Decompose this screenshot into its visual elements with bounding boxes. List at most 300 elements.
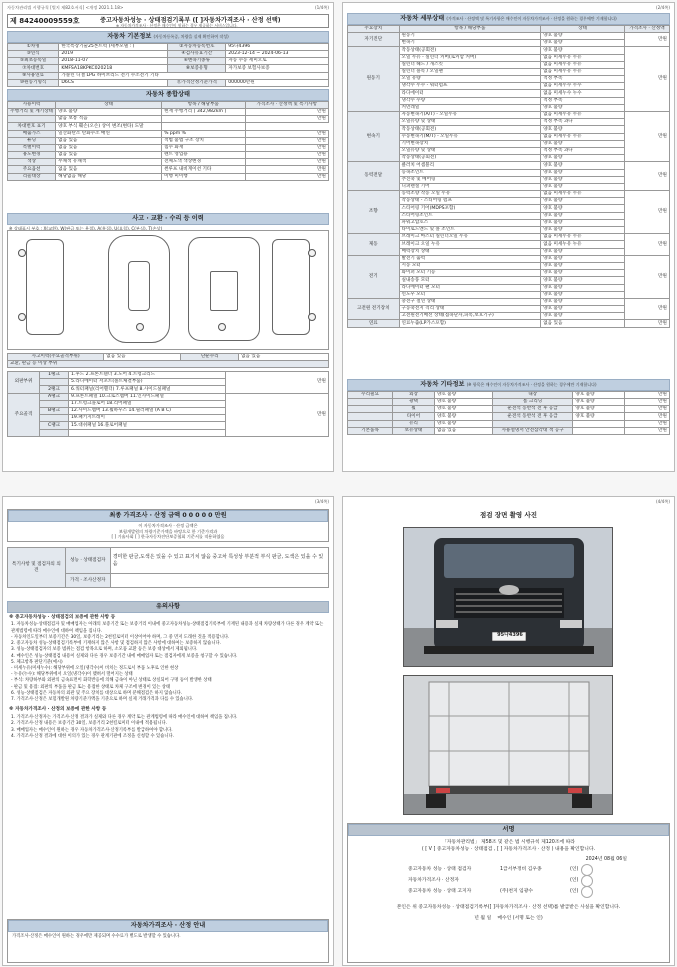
detail-status: 없음 미세누유 누유 <box>541 241 625 248</box>
detail-item: 구동축전지 격리 상태 <box>399 306 541 313</box>
accident-legend: ※ 상태표시 부호 : X(교환), W(판금 또는 용접), A(흠집), U(요철), C(부식), T(손상) <box>9 225 163 231</box>
receipt-date: 년 월 일 <box>474 915 492 921</box>
detail-section-name: 변속기 <box>348 112 400 162</box>
overall-row <box>8 166 329 173</box>
etc-price: 만원 <box>624 398 669 405</box>
etc-cell: 양호 불량 <box>573 398 625 405</box>
etc-cell: 운전석 동반석 전 후 응급 <box>492 406 573 413</box>
warranty-note: - 미세누유(미세누수): 해당부위에 오일(냉각수)이 비치는 정도로서 부품 노후로 인한 현상 <box>11 666 179 672</box>
detail-status: 양호 불량 <box>541 262 625 269</box>
main-items-b: 12.사이드멤버 13.휠하우스 14.필러패널 (A B C) <box>68 407 225 414</box>
etc-row <box>348 427 670 434</box>
marker-17 <box>136 323 144 331</box>
detail-price: 만원 <box>624 234 669 256</box>
overall-head-cell: 가격조사 · 산정액 및 특기사항 <box>245 101 328 108</box>
detail-row <box>348 162 670 169</box>
detail-item: 스티어링 기어(MDPS포함) <box>399 205 541 212</box>
signer-row <box>408 865 657 876</box>
detail-row <box>348 32 670 39</box>
price-note: 2. 가격조사·산정 내용은 보증기간 30일, 보증거리 2천킬로미터 이내에 적용됩니다. <box>11 721 167 727</box>
signer-role: 중고자동차 성능 · 상태 점검자 <box>408 867 472 873</box>
signer-seal: (인) <box>570 889 579 895</box>
rankC-label: C랭크 <box>40 422 69 429</box>
detail-row <box>348 191 670 198</box>
overall-cell: 주요옵션 <box>8 166 56 173</box>
detail-price: 만원 <box>624 191 669 234</box>
receipt-text: 본인은 위 중고자동차성능 · 상태점검기록부([ ]자동차가격조사 · 산정 선택)를 발급받은 사실을 확인합니다. <box>396 904 621 910</box>
basic-label: ⑩원동기형식 <box>8 79 59 86</box>
detail-status: 없음 미세누수 누수 <box>541 90 625 97</box>
etc-cell: 타이어 <box>393 413 435 420</box>
detail-status: 양호 불량 <box>541 140 625 147</box>
etc-cell <box>492 420 573 427</box>
detail-item: 작동상태(공회전) <box>399 126 541 133</box>
etc-cell: 운전석 동반석 전 후 응급 <box>492 413 573 420</box>
main-items-b2: 19.패키지트레이 <box>68 415 225 422</box>
warranty-note: - 누유(누수): 해당부위에서 오일(냉각수)이 맺혀서 떨어지는 상태 <box>11 672 133 678</box>
signer-row <box>408 887 657 898</box>
warranty-note: 2. 중고자동차 성능·상태점검기록부에 기재하지 않은 사항 및 점검하지 않은 사항에 대하여는 보증하지 않습니다. <box>11 641 222 647</box>
overall-cell: 일산화탄소 탄화수소 매연 <box>56 130 162 137</box>
basic-value: KMFSA18KPKC020218 <box>59 65 168 72</box>
detail-status: 양호 불량 <box>541 205 625 212</box>
etc-cell: 양호 불량 <box>573 413 625 420</box>
basic-value: 2023-12-14 ~ 2024-06-13 <box>226 50 329 57</box>
overall-cell: 색상 <box>8 159 56 166</box>
detail-head-cell: 항목 / 해당부품 <box>399 25 541 32</box>
etc-cell: 양호 불량 <box>434 420 492 427</box>
final-price-band: 최종 가격조사 · 산정 금액 0 0 0 0 0 만원 <box>8 510 328 522</box>
exchange-heading: 교환, 판금 등 이상 부위 <box>8 361 329 368</box>
main-items-a: 9.프론트패널 10.크로스멤버 11.인사이드패널 <box>68 393 225 400</box>
detail-item: 충전구 절연 상태 <box>399 298 541 305</box>
basic-info-band <box>7 31 329 43</box>
etc-cell: 기본품목 <box>348 427 393 434</box>
detail-status: 양호 불량 <box>541 291 625 298</box>
detail-item: 파워고압호스 <box>399 219 541 226</box>
accident-table <box>7 353 329 368</box>
detail-price: 만원 <box>624 47 669 112</box>
page-4 <box>342 496 675 966</box>
etc-info-section <box>347 379 670 435</box>
detail-item: 기어변속장치 <box>399 140 541 147</box>
etc-cell: 휠 <box>393 406 435 413</box>
basic-row <box>8 43 329 50</box>
overall-row <box>8 173 329 180</box>
detail-item: 타이로드엔드 및 볼 조인트 <box>399 227 541 234</box>
detail-row <box>348 47 670 54</box>
overall-price-cell: 만원 <box>245 173 328 180</box>
detail-item: 작동상태(공회전) <box>399 47 541 54</box>
etc-cell: 없음 있음 <box>434 427 492 434</box>
law-text-2: ( [ V ] 중고자동차성능 · 상태점검 , [ ] 자동차가격조사 · 산정 ) 내용을 확인합니다. <box>421 846 596 852</box>
truck-rear-photo <box>403 675 613 815</box>
overall-row <box>8 159 329 166</box>
final-sub-3: [ ] 기술사회 [ ] 한국자동차진단보증협회 기준서를 적용하였음 <box>111 534 225 540</box>
detail-section-name: 제동 <box>348 234 400 256</box>
price-note: 1. 가격조사·산정자는 가격조사·산정 결과가 실제와 다른 경우 계약 또는 관계법령에 따라 매수인에 대하여 책임을 집니다. <box>11 715 238 721</box>
detail-item: 오일유량 및 상태 <box>399 119 541 126</box>
basic-row <box>8 79 329 86</box>
detail-status: 적정 부족 과다 <box>541 147 625 154</box>
detail-status: 없음 미세누유 누유 <box>541 68 625 75</box>
final-price-box <box>7 509 329 542</box>
detail-item: 오일 유량 <box>399 76 541 83</box>
detail-status: 적정 부족 <box>541 76 625 83</box>
etc-cell <box>573 427 625 434</box>
detail-head-cell: 주요장치 <box>348 25 400 32</box>
detail-band-title: 자동차 세부상태 <box>400 15 445 22</box>
detail-section-name: 자기진단 <box>348 32 400 46</box>
detail-row <box>348 255 670 262</box>
detail-row <box>348 234 670 241</box>
overall-head-cell: 사용이력 <box>8 101 56 108</box>
basic-info-section <box>7 31 329 87</box>
etc-cell: 룸 크리닝 <box>492 398 573 405</box>
basic-label: ②자동차등록번호 <box>168 43 226 50</box>
truck-front-photo <box>403 527 613 667</box>
detail-item: 동력조향 작동 오일 누유 <box>399 191 541 198</box>
main-items-a2: 17.트렁크플로어 18.리어패널 <box>68 400 225 407</box>
detail-status: 양호 불량 <box>541 270 625 277</box>
rankA-label: A랭크 <box>40 393 69 400</box>
notice-band: 유의사항 <box>7 601 329 613</box>
etc-price: 만원 <box>624 391 669 398</box>
etc-cell: 양호 불량 <box>434 413 492 420</box>
detail-item: 실린더 블록 / 오일팬 <box>399 68 541 75</box>
detail-head-cell: 상태 <box>541 25 625 32</box>
overall-table <box>7 101 329 181</box>
etc-cell: 사용설명서 안전삼각대 잭 공구 <box>492 427 573 434</box>
basic-label: ⑦차대번호 <box>8 65 59 72</box>
main-items-c: 15.대쉬패널 16.플로어패널 <box>68 422 225 429</box>
detail-item: 클러치 어셈블리 <box>399 162 541 169</box>
buyer-sign-line: 매수인 (서명 또는 인) <box>497 915 543 921</box>
price-guide-text: 가격조사·산정은 매수인이 원하는 경우에만 제공되며 수수료가 별도로 발생할 수 있습니다. <box>12 933 181 939</box>
overall-cell: 리콜대상 <box>8 173 56 180</box>
car-roof <box>128 261 150 311</box>
price-guide-box <box>7 919 329 963</box>
warranty-note: - 부식: 차량하부와 외판의 금속표면이 화학반응에 의해 금속이 아닌 상태로 상실되어 구멍 등이 발생한 상태 <box>11 678 212 684</box>
etc-cell <box>348 406 393 413</box>
overall-cell: 없음 있음 <box>56 144 162 151</box>
overall-cell: 현재 주행거리 [ 342,982km ] <box>162 108 245 115</box>
accident-cell: 사고이력(주요골격부위) <box>8 354 104 361</box>
detail-section-name: 조향 <box>348 191 400 234</box>
overall-head-cell: 상태 <box>56 101 162 108</box>
overall-cell: % ppm % <box>162 130 245 137</box>
detail-status: 양호 불량 <box>541 32 625 39</box>
detail-item: 변속기 <box>399 40 541 47</box>
etc-price: 만원 <box>624 427 669 434</box>
detail-section-name: 연료 <box>348 320 400 327</box>
signers-list <box>348 865 669 898</box>
basic-row <box>8 65 329 72</box>
overall-cell: 많음 보통 적음 <box>56 116 162 123</box>
sign-date: 2024년 08월 06일 <box>585 856 627 862</box>
detail-status: 양호 불량 <box>541 227 625 234</box>
etc-cell <box>573 420 625 427</box>
truck-front-image <box>404 528 613 667</box>
detail-row <box>348 298 670 305</box>
doc-notice: ※ 자동차가격조사 · 산정은 매수인이 원하는 경우 제공하는 서비스입니다. <box>116 23 238 28</box>
wheel-fr <box>308 249 316 257</box>
detail-table <box>347 25 670 328</box>
detail-item: 실내송풍 모터 <box>399 277 541 284</box>
detail-item: 브레이크 마스터 실린더오일 누유 <box>399 234 541 241</box>
detail-status: 없음 미세누수 누수 <box>541 83 625 90</box>
page-3 <box>2 496 334 966</box>
price-warranty-heading: ※ 자동차가격조사 · 산정의 보증에 관한 사항 등 <box>9 707 107 713</box>
overall-row <box>8 144 329 151</box>
overall-cell: 썬루프 내비게이션 기타 <box>162 166 245 173</box>
marker-18 <box>218 323 226 331</box>
detail-item: 오일 누유 - 실린더 커버(로커암 커버) <box>399 54 541 61</box>
detail-band <box>347 13 670 25</box>
overall-price-cell: 만원 <box>245 152 328 159</box>
detail-price: 만원 <box>624 112 669 162</box>
detail-status: 없음 미세누유 누유 <box>541 61 625 68</box>
special-notes-section <box>7 547 329 588</box>
overall-cell: 적법 불법 구조 장치 <box>162 137 245 144</box>
warranty-note: 7. 가격조사·산정은 보험개발원 차량기준가액을 기준으로 하며 실제 거래가격과 다를 수 있습니다. <box>11 697 194 703</box>
detail-status: 없음 있음 <box>541 320 625 327</box>
detail-item: 커먼레일 <box>399 104 541 111</box>
law-text: 「자동차관리법」 제58조 및 같은 법 시행규칙 제120조에 따라 <box>442 839 575 845</box>
etc-cell: 수리필요 <box>348 391 393 398</box>
detail-item: 등속조인트 <box>399 169 541 176</box>
overall-cell: 해당없음 해당 <box>56 173 162 180</box>
wheel-rl <box>18 313 26 321</box>
detail-item: 실린더 헤드 / 개스킷 <box>399 61 541 68</box>
detail-price: 만원 <box>624 255 669 298</box>
page-2 <box>342 2 675 472</box>
seal-stamp-icon <box>581 886 593 898</box>
overall-row <box>8 123 329 130</box>
detail-item: 시동 모터 <box>399 262 541 269</box>
overall-cell: 튜닝 <box>8 137 56 144</box>
etc-price: 만원 <box>624 420 669 427</box>
form-ref-text: 자동차관리법 시행규칙 [별지 제82호서식] <개정 2021.1.18> <box>7 5 124 10</box>
detail-item: 라디에이터 <box>399 90 541 97</box>
title-box <box>7 14 329 28</box>
basic-label: ③연식 <box>8 50 59 57</box>
basic-row <box>8 72 329 79</box>
warranty-note: 1. 자동차성능·상태점검자 및 매매업자는 아래의 보증기간 또는 보증거리 이내에 중고자동차성능·상태점검기록부에 기재된 내용과 실제 차량상태가 다른 경우 계약 또는 관계법령에 따라 매수인에 대하여 책임을 집니다. <box>11 622 324 634</box>
overall-price-cell: 만원 <box>245 130 328 137</box>
detail-item: 윈도우 모터 <box>399 291 541 298</box>
overall-row <box>8 108 329 115</box>
overall-status-section <box>7 89 329 181</box>
overall-band: 자동차 종합상태 <box>7 89 329 101</box>
detail-status: 양호 불량 <box>541 298 625 305</box>
overall-cell: 없음 있음 <box>56 137 162 144</box>
basic-info-table <box>7 43 329 87</box>
overall-cell: 차대번호 표기 <box>8 123 56 130</box>
basic-label: ⑤최초등록일 <box>8 58 59 65</box>
photo-title: 점검 장면 촬영 사진 <box>479 511 538 519</box>
overall-cell <box>162 123 245 130</box>
basic-label: ⑨사용연료 <box>8 72 59 79</box>
detail-status: 양호 불량 <box>541 219 625 226</box>
outer-price: 만원 <box>226 372 329 394</box>
special-notes-table <box>7 547 329 588</box>
etc-cell: 외장 <box>393 391 435 398</box>
detail-status: 양호 불량 <box>541 284 625 291</box>
overall-cell: 용도변경 <box>8 152 56 159</box>
accident-history <box>7 353 329 368</box>
basic-label: ④검사유효기간 <box>168 50 226 57</box>
basic-value: D6CS <box>59 79 168 86</box>
inspector-label: 성능 · 상태점검자 <box>65 548 110 574</box>
detail-price: 만원 <box>624 298 669 320</box>
signer-role: 자동차가격조사 · 산정자 <box>408 878 459 884</box>
overall-cell: 양호 불량 <box>56 108 162 115</box>
detail-status: 적정 부족 <box>541 97 625 104</box>
basic-label: ⑥변속기종류 <box>168 58 226 65</box>
detail-status: 양호 불량 <box>541 248 625 255</box>
page-number: (4/4쪽) <box>655 499 670 504</box>
etc-band <box>347 379 670 391</box>
detail-section-name: 동력전달 <box>348 162 400 191</box>
price-guide-band: 자동차가격조사 · 산정 안내 <box>8 920 328 932</box>
etc-row <box>348 406 670 413</box>
detail-section-name: 원동기 <box>348 47 400 112</box>
signature-band: 서명 <box>348 824 669 836</box>
detail-item: 냉각수 수량 <box>399 97 541 104</box>
page-1 <box>2 2 334 472</box>
detail-item: 추진축 및 베어링 <box>399 176 541 183</box>
etc-row <box>348 420 670 427</box>
signer-role: 중고자동차 성능 · 상태 고지자 <box>408 889 472 895</box>
etc-cell: 내장 <box>492 391 573 398</box>
detail-status: 없음 미세누유 누유 <box>541 191 625 198</box>
overall-cell: 배출가스 <box>8 130 56 137</box>
detail-status: 양호 불량 <box>541 47 625 54</box>
final-sub-2: 보험개발원의 차량기준가액을 바탕으로 한 기준가격과 <box>118 529 218 534</box>
detail-status: 적정 부족 과다 <box>541 119 625 126</box>
basic-row <box>8 58 329 65</box>
detail-item: 디퍼렌셜 기어 <box>399 183 541 190</box>
overall-cell: 침수 화재 <box>162 144 245 151</box>
overall-cell: 없음 있음 <box>56 152 162 159</box>
overall-row <box>8 152 329 159</box>
price-note: 3. 매매업자는 매수인이 원하는 경우 자동차가격조사·산정기록부를 발급하여야 합니다. <box>11 727 173 733</box>
overall-price-cell: 만원 <box>245 116 328 123</box>
signature-section <box>347 823 670 963</box>
etc-cell: 양호 불량 <box>573 391 625 398</box>
etc-cell <box>348 420 393 427</box>
overall-price-cell: 만원 <box>245 137 328 144</box>
etc-cell: 양호 불량 <box>434 406 492 413</box>
etc-band-title: 자동차 기타정보 <box>420 381 465 388</box>
overall-price-cell: 만원 <box>245 108 328 115</box>
detail-status: 양호 불량 <box>541 198 625 205</box>
detail-status: 없음 미세누유 누유 <box>541 133 625 140</box>
page-number: (2/4쪽) <box>655 5 670 10</box>
detail-item: 고전원전기배선 상태(접속단자,피복,보호기구) <box>399 313 541 320</box>
exchange-table <box>7 371 329 437</box>
basic-band-title: 자동차 기본정보 <box>107 33 152 40</box>
special-label: 특기사항 및 점검자의 의견 <box>8 548 66 588</box>
etc-table <box>347 391 670 435</box>
detail-row <box>348 112 670 119</box>
etc-cell: 양호 불량 <box>434 391 492 398</box>
etc-row <box>348 391 670 398</box>
exchange-section <box>7 371 329 437</box>
detail-status: 없음 미세누유 누유 <box>541 234 625 241</box>
etc-cell: 양호 불량 <box>573 406 625 413</box>
overall-cell: 렌트 영업용 <box>162 152 245 159</box>
detail-item: 라디에이터 팬 모터 <box>399 284 541 291</box>
accident-cell: 없음 있음 <box>104 354 181 361</box>
detail-status: 양호 불량 <box>541 183 625 190</box>
basic-band-note: (자동차등록증, 차량을 실제 확인하여 작성) <box>153 34 229 39</box>
price-note: 4. 가격조사·산정 결과에 대한 이의가 있는 경우 관계기관에 조정을 신청할 수 있습니다. <box>11 733 174 739</box>
rankB-label: B랭크 <box>40 407 69 414</box>
detail-item: 와이퍼 모터 기능 <box>399 270 541 277</box>
wheel-fl <box>18 249 26 257</box>
detail-status: 양호 불량 <box>541 176 625 183</box>
etc-cell: 광택 <box>393 398 435 405</box>
etc-cell <box>348 398 393 405</box>
rank1-label: 1랭크 <box>40 372 69 379</box>
warranty-note: - 자동차인도일부터 보증기간은 30일, 보증거리는 2천킬로미터 이상이어야 하며, 그 중 먼저 도래한 것을 적용합니다. <box>11 634 230 640</box>
detail-status: 양호 불량 <box>541 155 625 162</box>
overall-row <box>8 130 329 137</box>
basic-label: ⑪가격산정기준가격 <box>168 79 226 86</box>
warranty-note: - 판금 및 용접: 외판의 부품을 판금 또는 용접한 상태로 차체 구조에 변경이 있는 상태 <box>11 684 171 690</box>
detail-row <box>348 320 670 327</box>
page-number: (1/4쪽) <box>314 5 329 10</box>
detail-status: 양호 불량 <box>541 40 625 47</box>
truck-rear-image <box>404 676 613 815</box>
detail-section-name: 고전원 전기장치 <box>348 298 400 320</box>
etc-price: 만원 <box>624 406 669 413</box>
signer-row <box>408 876 657 887</box>
signer-name: (주)천지 임광수 <box>500 889 534 895</box>
overall-price-cell: 만원 <box>245 144 328 151</box>
overall-price-cell: 만원 <box>245 166 328 173</box>
detail-item: 오일유량 및 상태 <box>399 147 541 154</box>
overall-row <box>8 116 329 123</box>
receipt-date-line <box>348 913 669 922</box>
detail-item: 브레이크 오일 누유 <box>399 241 541 248</box>
accident-cell: 없음 있음 <box>239 354 329 361</box>
etc-cell: 보유상태 <box>393 427 435 434</box>
notice-section <box>7 601 329 740</box>
overall-cell: 이행 미이행 <box>162 173 245 180</box>
detail-status: 없음 미세누유 누유 <box>541 54 625 61</box>
detail-status: 양호 불량 <box>541 212 625 219</box>
detail-item: 냉각수 누수 - 워터펌프 <box>399 83 541 90</box>
form-reference <box>7 5 329 10</box>
etc-band-note: (※ 항목은 매수인이 자동차가격조사 · 산정을 원하는 경우에만 기재합니다) <box>466 382 597 387</box>
detail-status: 없음 미세누유 누유 <box>541 112 625 119</box>
overall-cell: 없음 있음 <box>56 166 162 173</box>
detail-item: 작동상태 - 스티어링 펌프 <box>399 198 541 205</box>
detail-status: 양호 불량 <box>541 313 625 320</box>
overall-cell: 주행거리 및 계기상태 <box>8 108 56 115</box>
warranty-notes <box>7 622 329 703</box>
basic-label: ⑧보증유형 <box>168 65 226 72</box>
detail-status: 양호 불량 <box>541 104 625 111</box>
car-right-view <box>272 239 310 335</box>
warranty-note: 3. 성능·상태점검자의 보증 범위는 점검 항목으로 하며, 소모품 교환 등은 보증 대상에서 제외됩니다. <box>11 647 198 653</box>
main-price: 만원 <box>226 393 329 436</box>
overall-cell <box>162 116 245 123</box>
overall-cell: 특별이력 <box>8 144 56 151</box>
